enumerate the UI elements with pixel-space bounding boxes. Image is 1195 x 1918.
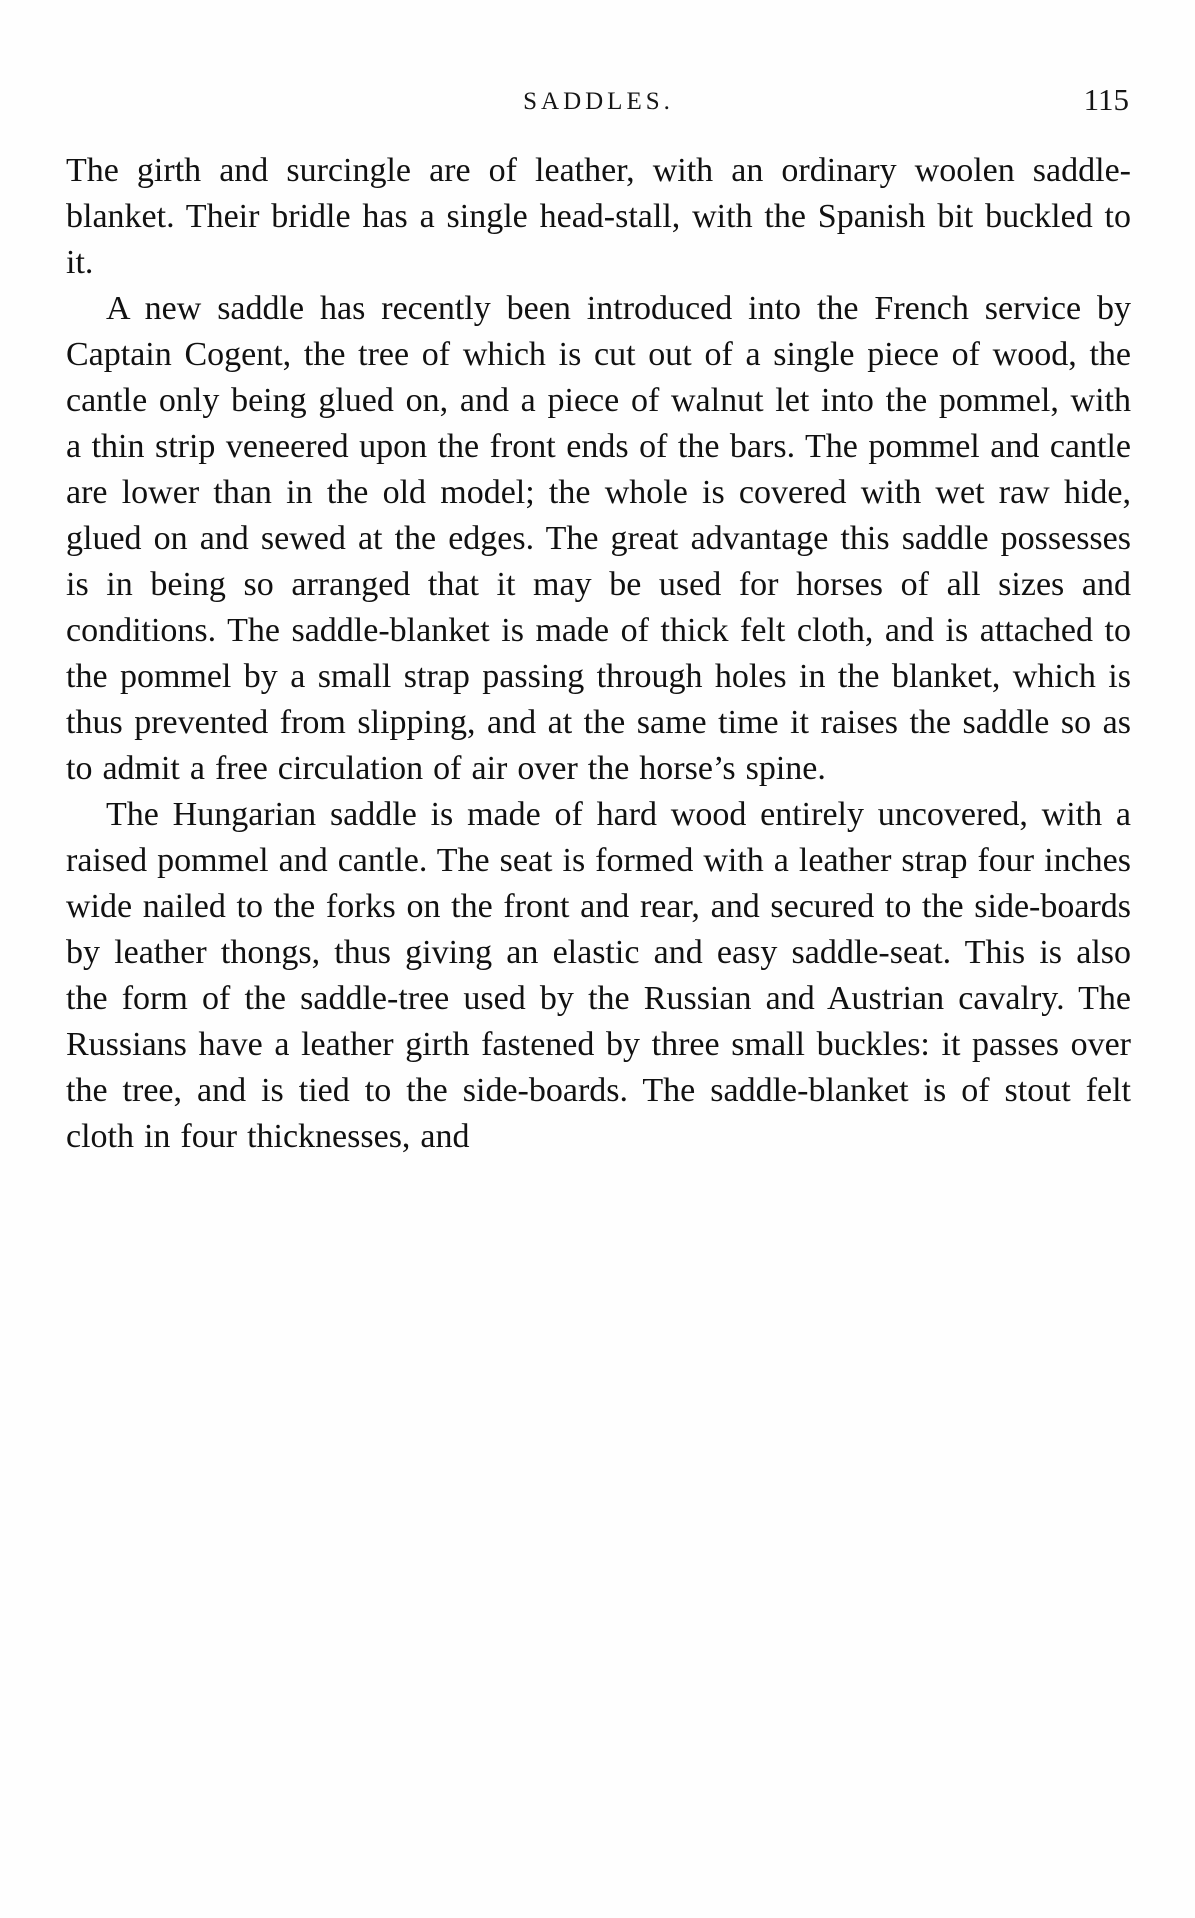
page-text <box>66 148 1131 1160</box>
page-number: 115 <box>1083 82 1129 117</box>
paragraph-hungarian-saddle: The Hungarian saddle is made of hard wood entirely uncovered, with a raised pommel and cantle. The seat is formed with a leather strap four inches wide nailed to the forks on the front and rear, and secured to the side-boards by leather thongs, thus giving an elastic and easy saddle-seat. This is also the form of the saddle-tree used by the Russian and Austrian cavalry. The Russians have a leather girth fastened by three small buckles: it passes over the tree, and is tied to the side-boards. The saddle-blanket is of stout felt cloth in four thicknesses, and <box>66 796 1131 1155</box>
paragraph-french-saddle: A new saddle has recently been introduced into the French service by Captain Cogent, the tree of which is cut out of a single piece of wood, the cantle only being glued on, and a piece of walnut let into the pommel, with a thin strip veneered upon the front ends of the bars. The pommel and cantle are lower than in the old model; the whole is covered with wet raw hide, glued on and sewed at the edges. The great advantage this saddle possesses is in being so arranged that it may be used for horses of all sizes and conditions. The saddle-blanket is made of thick felt cloth, and is attached to the pommel by a small strap passing through holes in the blanket, which is thus prevented from slipping, and at the same time it raises the saddle so as to admit a free circulation of air over the horse’s spine. <box>66 290 1131 787</box>
paragraph-girth-surcingle: The girth and surcingle are of leather, with an ordinary woolen saddle-blanket. Their bridle has a single head-stall, with the Spanish bit buckled to it. <box>66 152 1131 281</box>
running-title: SADDLES. <box>523 88 674 115</box>
page-header <box>66 82 1131 126</box>
